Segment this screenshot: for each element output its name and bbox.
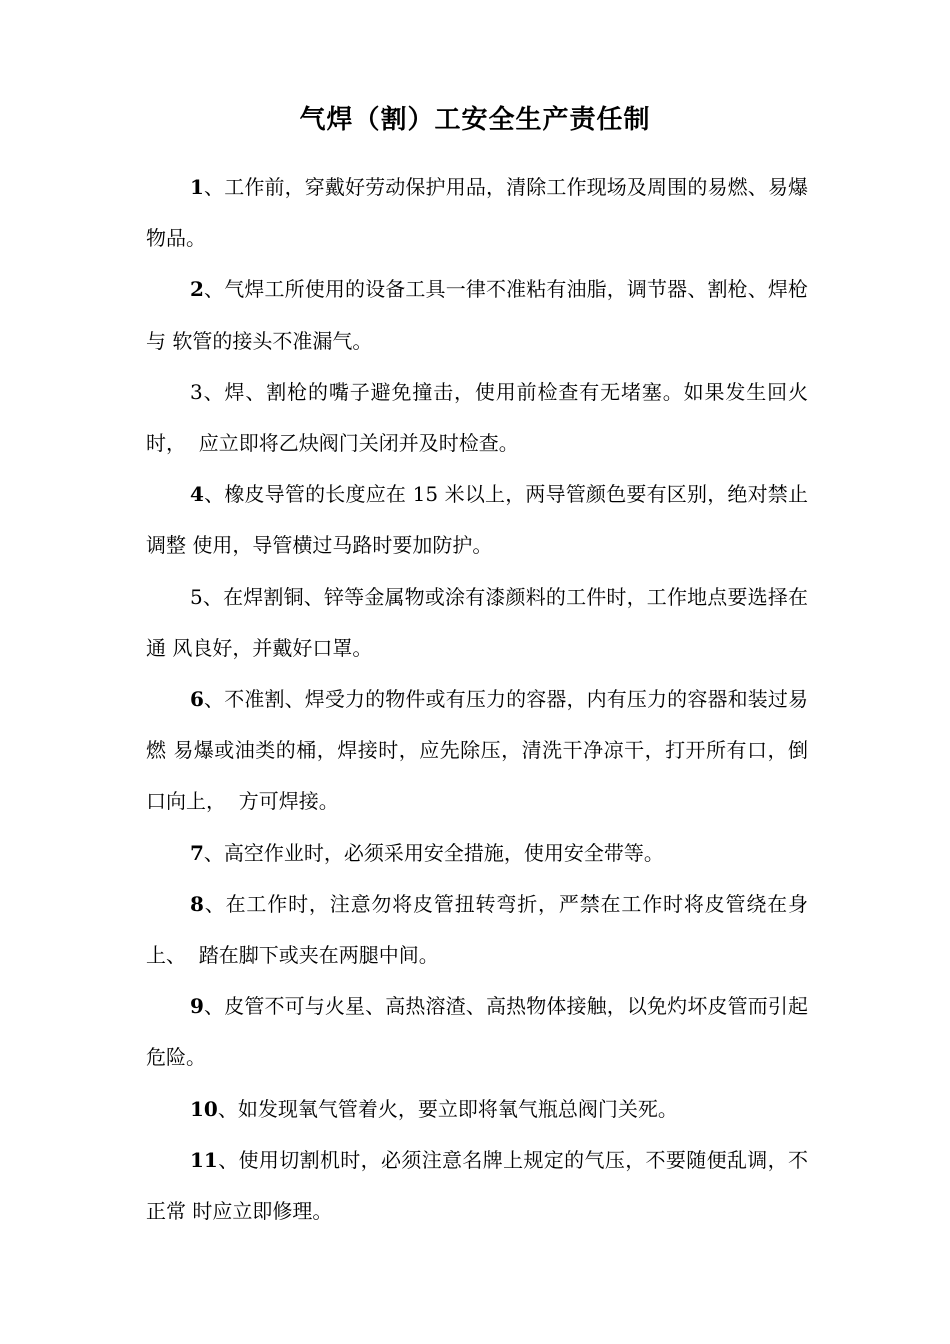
item-text: 、皮管不可与火星、高热溶渣、高热物体接触，以免灼坏皮管而引起危险。 <box>146 994 808 1070</box>
document-body <box>146 162 808 1237</box>
item-text: 、焊、割枪的嘴子避免撞击，使用前检查有无堵塞。如果发生回火时， 应立即将乙炔阀门关闭并及时检查。 <box>146 379 808 456</box>
paragraph-9 <box>146 981 808 1083</box>
item-text: 、在焊割铜、锌等金属物或涂有漆颜料的工件时，工作地点要选择在通 风良好，并戴好口罩。 <box>146 584 808 660</box>
item-text: 、在工作时，注意勿将皮管扭转弯折，严禁在工作时将皮管绕在身上、 踏在脚下或夹在两腿中间。 <box>146 891 808 968</box>
item-number: 4 <box>190 482 204 507</box>
item-number: 7 <box>190 840 204 865</box>
item-text: 、高空作业时，必须采用安全措施，使用安全带等。 <box>203 840 664 865</box>
paragraph-6 <box>146 674 808 828</box>
item-text: 、不准割、焊受力的物件或有压力的容器，内有压力的容器和装过易燃 易爆或油类的桶，焊接时，应先除压，清洗干净凉干，打开所有口，倒口向上， 方可焊接。 <box>146 687 808 814</box>
item-number: 3 <box>190 379 203 404</box>
item-number: 5 <box>190 584 203 609</box>
item-number: 2 <box>190 277 204 302</box>
item-number: 1 <box>190 175 204 199</box>
paragraph-10 <box>146 1084 808 1135</box>
paragraph-7 <box>146 828 808 879</box>
item-number: 8 <box>190 891 204 916</box>
item-text: 、气焊工所使用的设备工具一律不准粘有油脂，调节器、割枪、焊枪与 软管的接头不准漏气。 <box>146 277 808 353</box>
item-text: 、工作前，穿戴好劳动保护用品，清除工作现场及周围的易燃、易爆物品。 <box>146 175 808 251</box>
paragraph-11 <box>146 1135 808 1237</box>
paragraph-4 <box>146 469 808 571</box>
item-number: 10 <box>190 1096 218 1121</box>
paragraph-8 <box>146 879 808 981</box>
item-text: 、橡皮导管的长度应在 15 米以上，两导管颜色要有区别，绝对禁止调整 使用，导管横过马路时要加防护。 <box>146 482 808 558</box>
paragraph-5 <box>146 572 808 674</box>
item-number: 11 <box>190 1147 218 1172</box>
document-title: 气焊（割）工安全生产责任制 <box>299 105 651 135</box>
paragraph-1 <box>146 162 808 264</box>
item-text: 、使用切割机时，必须注意名牌上规定的气压，不要随便乱调，不正常 时应立即修理。 <box>146 1147 808 1224</box>
item-text: 、如发现氧气管着火，要立即将氧气瓶总阀门关死。 <box>217 1096 678 1121</box>
item-number: 9 <box>190 994 204 1019</box>
paragraph-2 <box>146 264 808 366</box>
item-number: 6 <box>190 687 204 712</box>
paragraph-3 <box>146 367 808 469</box>
